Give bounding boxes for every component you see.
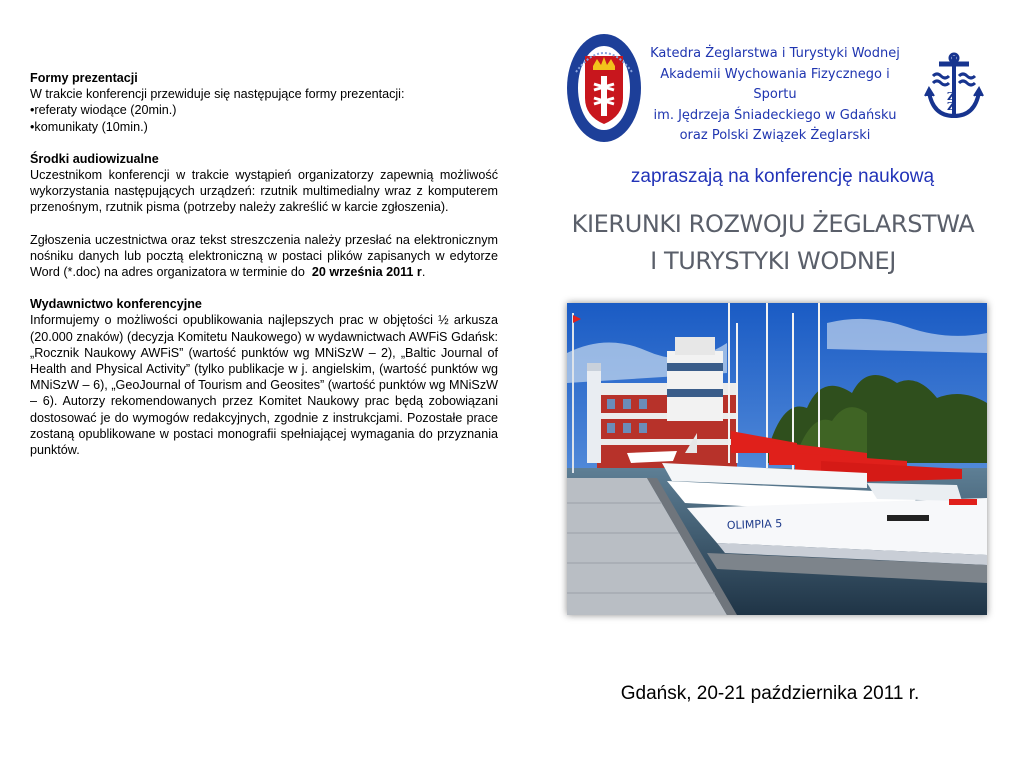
org-line-academy: Akademii Wychowania Fizycznego i xyxy=(660,66,890,82)
invitation-text: zapraszają na konferencję naukową xyxy=(630,166,935,187)
av-text: Uczestnikom konferencji w trakcie wystąpień organizatorzy zapewnią możliwość wykorzystania następujących urządzeń: rzutnik multimedialny wraz z komputerem przenośnym, rzutnik pisma (potrzeby należy zakreślić w karcie zgłoszenia). xyxy=(30,168,498,215)
boat-name-label: OLIMPIA 5 xyxy=(726,517,783,532)
org-line-patron: im. Jędrzeja Śniadeckiego w Gdańsku xyxy=(653,107,897,123)
awfis-logo-icon xyxy=(566,32,642,144)
forms-item-lectures: •referaty wiodące (20min.) xyxy=(30,103,177,118)
application-paragraph xyxy=(30,232,498,281)
forms-item-reports: •komunikaty (10min.) xyxy=(30,119,148,134)
org-line-pzz: oraz Polski Związek Żeglarski xyxy=(679,128,871,143)
svg-text:Z: Z xyxy=(947,100,956,113)
publication-heading: Wydawnictwo konferencyjne xyxy=(30,297,202,312)
conference-title xyxy=(548,206,998,280)
forms-intro: W trakcie konferencji przewiduje się następujące formy prezentacji: xyxy=(30,87,405,102)
marina-photo xyxy=(567,303,987,615)
publication-text: Informujemy o możliwości opublikowania najlepszych prac w objętości ½ arkusza (20.000 znaków) (decyzja Komitetu Naukowego) w wydawnictwach AWFiS Gdańsk: „Rocznik Naukowy AWFiS” (wartość punktów wg MNiSzW – 2), „Baltic Journal of Health and Physical Activity” (tylko publikacje w j. angielskim, (wartość punktów wg MNiSzW – 6), „GeoJournal of Tourism and Geosites” (wartość punktów wg MNiSzW – 6). Autorzy rekomendowanych przez Komitet Naukowy prac będą zobowiązani dostosować je do wymogów redakcyjnych, zgodnie z instrukcjami. Pozostałe prace zostaną opublikowane w postaci monografii spełniającej wymagania do przyznania punktów. xyxy=(30,313,498,458)
application-text: Zgłoszenia uczestnictwa oraz tekst streszczenia należy przesłać na elektronicznym nośniku danych lub pocztą elektroniczną w postaci plików zapisanych w edytorze Word (*.doc) na adres organizatora w terminie do xyxy=(30,232,498,280)
pzz-anchor-logo-icon xyxy=(923,52,985,122)
conference-title-line-2: I TURYSTYKI WODNEJ xyxy=(650,247,896,275)
organizers-block xyxy=(640,44,910,147)
org-line-department: Katedra Żeglarstwa i Turystyki Wodnej xyxy=(650,46,900,61)
application-end: . xyxy=(421,265,426,280)
left-column xyxy=(30,70,498,458)
svg-text:Z: Z xyxy=(947,90,956,103)
conference-title-line-1: KIERUNKI ROZWOJU ŻEGLARSTWA xyxy=(571,210,975,238)
application-deadline: 20 września 2011 r xyxy=(311,265,422,280)
forms-heading: Formy prezentacji xyxy=(30,71,138,85)
av-heading: Środki audiowizualne xyxy=(30,151,159,166)
event-date-place: Gdańsk, 20-21 października 2011 r. xyxy=(620,683,920,704)
org-line-sport: Sportu xyxy=(753,87,797,102)
